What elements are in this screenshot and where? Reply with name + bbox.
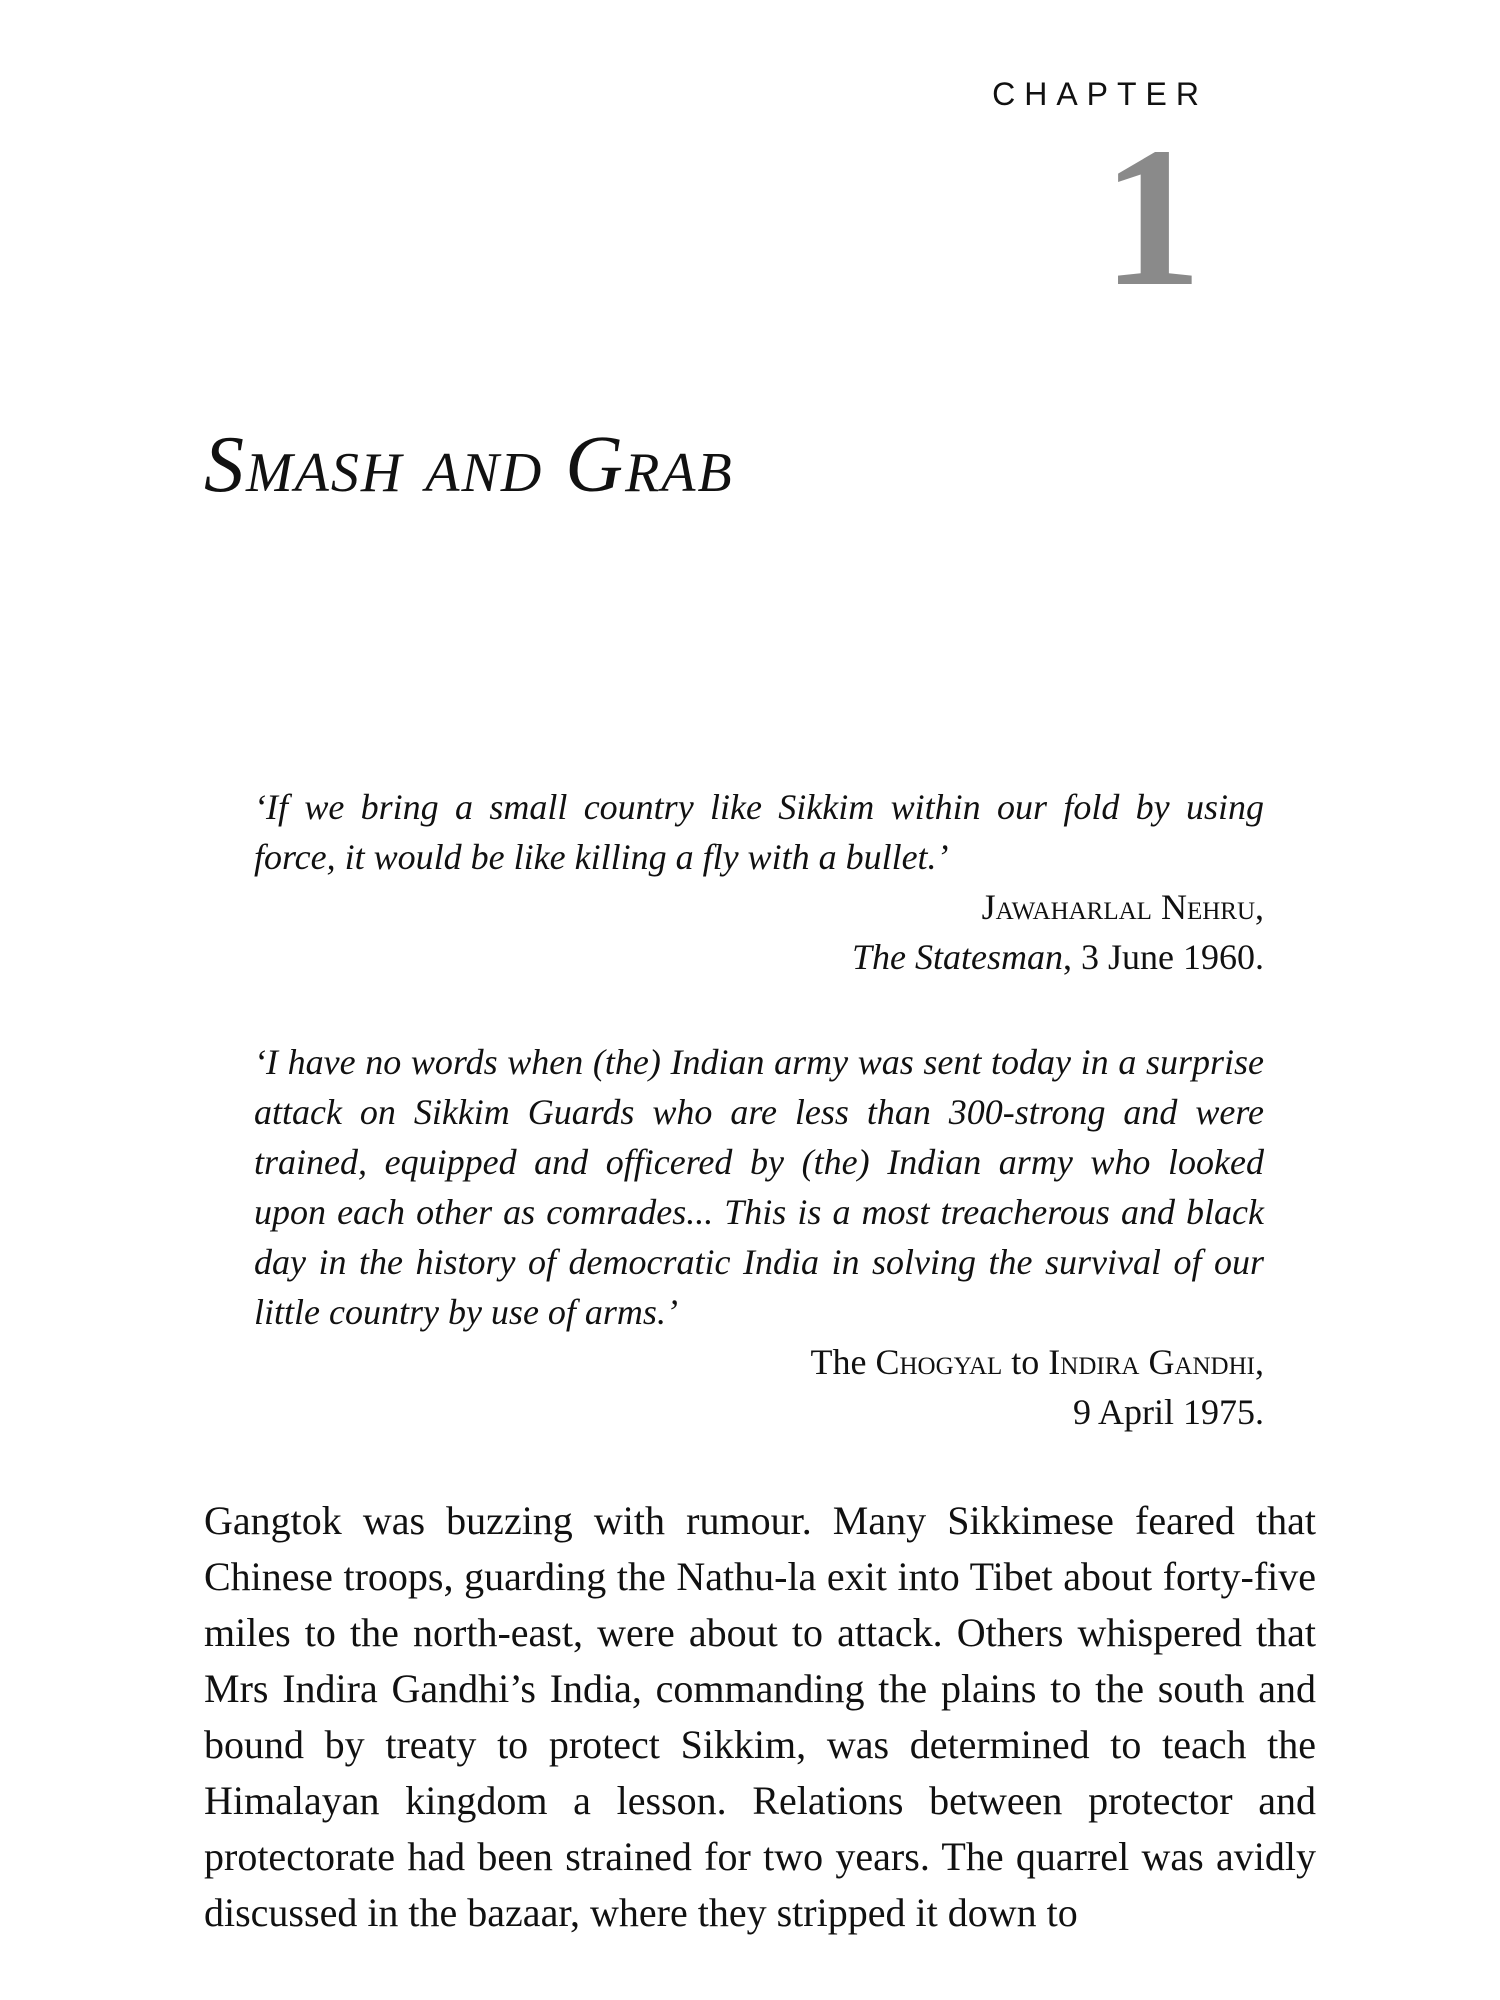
attribution-name: Indira Gandhi	[1048, 1342, 1255, 1382]
chapter-title: Smash and Grab	[204, 421, 734, 509]
body-paragraph: Gangtok was buzzing with rumour. Many Sikkimese feared that Chinese troops, guarding the Nathu-la exit into Tibet about forty-five miles to the north-east, were about to attack. Others whispered that Mrs Indira Gandhi’s India, commanding the plains to the south and bound by treaty to protect Sikkim, was determined to teach the Himalayan kingdom a lesson. Relations between protector and protectorate had been strained for two years. The quarrel was avidly discussed in the bazaar, where they stripped it down to	[204, 1498, 1316, 1935]
attribution-name: Chogyal	[875, 1342, 1003, 1382]
attribution-source: The Statesman	[852, 937, 1063, 977]
attribution-date: , 3 June 1960.	[1063, 937, 1264, 977]
epigraph-attribution	[254, 1337, 1264, 1387]
epigraph-source-line	[254, 932, 1264, 982]
epigraph-attribution	[254, 882, 1264, 932]
attribution-post: ,	[1255, 1342, 1264, 1382]
attribution-date: 9 April 1975.	[1072, 1392, 1264, 1432]
epigraph	[254, 782, 1264, 982]
epigraph-quote: ‘I have no words when (the) Indian army was sent today in a surprise attack on Sikkim Guards who are less than 300-strong and were trained, equipped and officered by (the) Indian army who looked upon each other as comrades... This is a most treacherous and black day in the history of democratic India in solving the survival of our little country by use of arms.’	[254, 1042, 1264, 1332]
chapter-number: 1	[1102, 107, 1202, 328]
attribution-name: Jawaharlal Nehru,	[981, 887, 1264, 927]
epigraph	[254, 1037, 1264, 1437]
attribution-mid: to	[1002, 1342, 1049, 1382]
attribution-pre: The	[810, 1342, 876, 1382]
chapter-label: CHAPTER	[992, 76, 1208, 112]
epigraph-quote: ‘If we bring a small country like Sikkim within our fold by using force, it would be like killing a fly with a bullet.’	[254, 787, 1264, 877]
